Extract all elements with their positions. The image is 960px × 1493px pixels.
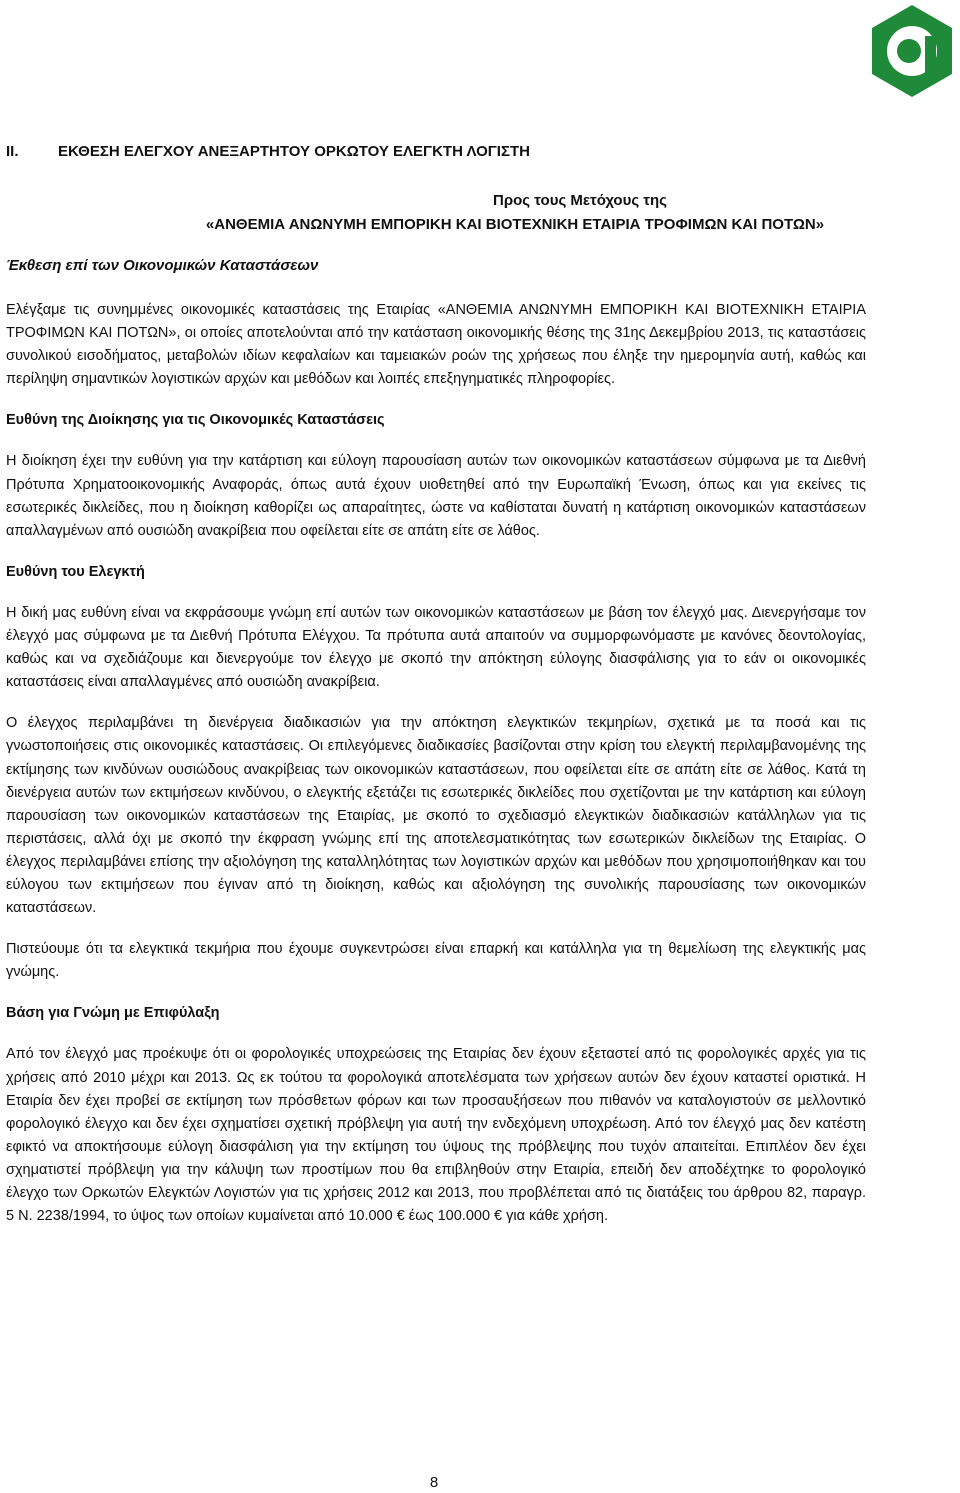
- auditor-paragraph-2: Ο έλεγχος περιλαμβάνει τη διενέργεια διαδικασιών για την απόκτηση ελεγκτικών τεκμηρίων, σχετικά με τα ποσά και τις γνωστοποιήσεις στις οικονομικές καταστάσεις. Οι επιλεγόμενες διαδικασίες βασίζονται στην κρίση του ελεγκτή περιλαμβανομένης της εκτίμησης των κινδύνων ουσιώδους ανακρίβειας των οικονομικών καταστάσεων, που οφείλεται είτε σε απάτη είτε σε λάθος. Κατά τη διενέργεια αυτών των εκτιμήσεων κινδύνου, ο ελεγκτής εξετάζει τις εσωτερικές δικλείδες που σχετίζονται με την κατάρτιση και εύλογη παρουσίαση των οικονομικών καταστάσεων της Εταιρίας, με σκοπό το σχεδιασμό ελεγκτικών διαδικασιών κατάλληλων για τις περιστάσεις, αλλά όχι με σκοπό την έκφραση γνώμης επί της αποτελεσματικότητας των εσωτερικών δικλείδων της Εταιρίας. Ο έλεγχος περιλαμβάνει επίσης την αξιολόγηση της καταλληλότητας των λογιστικών αρχών και μεθόδων που χρησιμοποιήθηκαν και του εύλογου των εκτιμήσεων που έγιναν από τη διοίκηση, καθώς και αξιολόγηση της συνολικής παρουσίασης των οικονομικών καταστάσεων.: [6, 715, 866, 917]
- section-title: ΕΚΘΕΣΗ ΕΛΕΓΧΟΥ ΑΝΕΞΑΡΤΗΤΟΥ ΟΡΚΩΤΟΥ ΕΛΕΓΚΤΗ ΛΟΓΙΣΤΗ: [58, 143, 530, 160]
- auditor-heading: Ευθύνη του Ελεγκτή: [6, 563, 145, 580]
- basis-paragraph: Από τον έλεγχό μας προέκυψε ότι οι φορολογικές υποχρεώσεις της Εταιρίας δεν έχουν εξεταστεί από τις φορολογικές αρχές για τις χρήσεις από 2010 μέχρι και 2013. Ως εκ τούτου τα φορολογικά αποτελέσματα των χρήσεων αυτών δεν έχουν καταστεί οριστικά. Η Εταιρία δεν έχει προβεί σε εκτίμηση των πρόσθετων φόρων και των προσαυξήσεων που πιθανόν να καταλογιστούν σε μελλοντικό φορολογικό έλεγχο και δεν έχει σχηματίσει σχετική πρόβλεψη για αυτή την ενδεχόμενη υποχρέωση. Από τον έλεγχό μας δεν κατέστη εφικτό να αποκτήσουμε εύλογη διασφάλιση για την εκτίμηση του ύψους της πρόβλεψης που τυχόν απαιτείται. Επιπλέον δεν έχει σχηματιστεί πρόβλεψη για την κάλυψη των προστίμων που θα επιβληθούν στην Εταιρία, επειδή δεν αποδέχτηκε το φορολογικό έλεγχο των Ορκωτών Ελεγκτών Λογιστών για τις χρήσεις 2012 και 2013, που προβλέπεται από τις διατάξεις του άρθρου 82, παραγρ. 5 Ν. 2238/1994, το ύψος των οποίων κυμαίνεται από 10.000 € έως 100.000 € για κάθε χρήση.: [6, 1046, 866, 1225]
- page-number: 8: [429, 1474, 439, 1491]
- management-paragraph: Η διοίκηση έχει την ευθύνη για την κατάρτιση και εύλογη παρουσίαση αυτών των οικονομικών καταστάσεων σύμφωνα με τα Διεθνή Πρότυπα Χρηματοοικονομικής Αναφοράς, όπως αυτά έχουν υιοθετηθεί από την Ευρωπαϊκή Ένωση, όπως και για εκείνες τις εσωτερικές δικλείδες, που η διοίκηση καθορίζει ως απαραίτητες, ώστε να καθίσταται δυνατή η κατάρτιση οικονομικών καταστάσεων απαλλαγμένων από ουσιώδη ανακρίβεια που οφείλεται είτε σε απάτη είτε σε λάθος.: [6, 453, 866, 539]
- report-body: [6, 281, 866, 1228]
- addressee-block: [0, 189, 960, 237]
- auditor-paragraph-1: Η δική μας ευθύνη είναι να εκφράσουμε γνώμη επί αυτών των οικονομικών καταστάσεων με βάση τον έλεγχό μας. Διενεργήσαμε τον έλεγχό μας σύμφωνα με τα Διεθνή Πρότυπα Ελέγχου. Τα πρότυπα αυτά απαιτούν να συμμορφωνόμαστε με κανόνες δεοντολογίας, καθώς και να σχεδιάζουμε και διενεργούμε τον έλεγχο με σκοπό την απόκτηση εύλογης διασφάλισης για το εάν οι οικονομικές καταστάσεις είναι απαλλαγμένες από ουσιώδη ανακρίβεια.: [6, 604, 866, 691]
- company-logo: [866, 2, 958, 100]
- section-number: II.: [6, 143, 19, 160]
- report-title: Έκθεση επί των Οικονομικών Καταστάσεων: [6, 257, 319, 274]
- basis-heading: Βάση για Γνώμη με Επιφύλαξη: [6, 1005, 220, 1022]
- addressee-line-2: «ΑΝΘΕΜΙΑ ΑΝΩΝΥΜΗ ΕΜΠΟΡΙΚΗ ΚΑΙ ΒΙΟΤΕΧΝΙΚΗ ΕΤΑΙΡΙΑ ΤΡΟΦΙΜΩΝ ΚΑΙ ΠΟΤΩΝ»: [205, 216, 825, 233]
- intro-paragraph: Ελέγξαμε τις συνημμένες οικονομικές καταστάσεις της Εταιρίας «ΑΝΘΕΜΙΑ ΑΝΩΝΥΜΗ ΕΜΠΟΡΙΚΗ ΚΑΙ ΒΙΟΤΕΧΝΙΚΗ ΕΤΑΙΡΙΑ ΤΡΟΦΙΜΩΝ ΚΑΙ ΠΟΤΩΝ», οι οποίες αποτελούνται από την κατάσταση οικονομικής θέσης της 31ης Δεκεμβρίου 2013, τις καταστάσεις συνολικού εισοδήματος, μεταβολών ιδίων κεφαλαίων και ταμειακών ροών της χρήσεως που έληξε την ημερομηνία αυτή, καθώς και περίληψη σημαντικών λογιστικών αρχών και μεθόδων και λοιπές επεξηγηματικές πληροφορίες.: [6, 302, 866, 388]
- auditor-paragraph-3: Πιστεύουμε ότι τα ελεγκτικά τεκμήρια που έχουμε συγκεντρώσει είναι επαρκή και κατάλληλα για τη θεμελίωση της ελεγκτικής μας γνώμης.: [6, 941, 866, 981]
- addressee-line-1: Προς τους Μετόχους της: [493, 192, 667, 209]
- management-heading: Ευθύνη της Διοίκησης για τις Οικονομικές Καταστάσεις: [6, 412, 385, 429]
